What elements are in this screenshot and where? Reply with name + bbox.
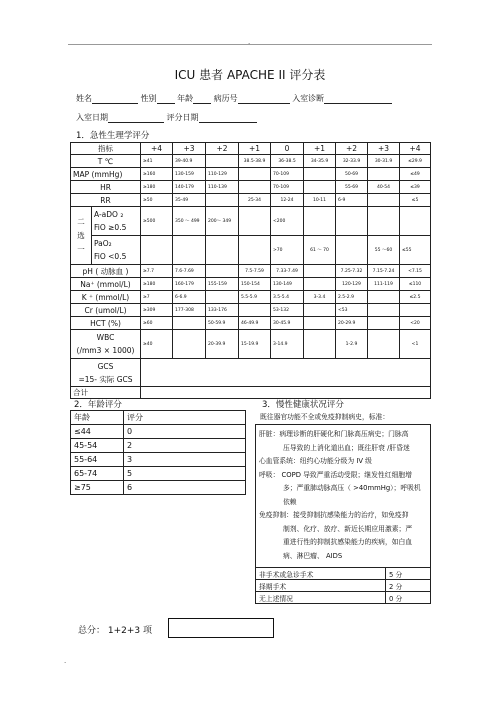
table-row <box>71 481 246 495</box>
cell: 110-129 <box>206 168 239 181</box>
section-2-title: 2．年龄评分 <box>74 400 122 410</box>
age-range: 65-74 <box>71 467 124 481</box>
cell <box>368 330 400 359</box>
cell: 10-11 <box>304 194 336 207</box>
choose-one-label <box>71 207 92 265</box>
cell <box>304 278 336 291</box>
cell: 6-9 <box>336 194 368 207</box>
cell: 7.6-7.69 <box>173 265 206 278</box>
age-points: 6 <box>124 481 246 495</box>
section-3-title: 3．慢性健康状况评分 <box>262 400 344 410</box>
table-row <box>256 592 431 604</box>
aado2-label-line: A-aDO ₂ <box>94 210 124 219</box>
col-header: +4 <box>141 143 173 155</box>
patient-info-line <box>76 93 392 104</box>
header-row <box>71 143 431 155</box>
cell: 120-129 <box>336 278 368 291</box>
cell: ≤49 <box>400 168 431 181</box>
age-range: 55-64 <box>71 453 124 467</box>
wbc-label <box>71 330 141 359</box>
cell: ≥7 <box>141 291 173 304</box>
cell: 55 ～60 <box>368 236 400 265</box>
acute-physiology-table <box>70 142 431 399</box>
cell: 35-49 <box>173 194 206 207</box>
cell <box>206 236 239 265</box>
age-field[interactable] <box>193 94 211 104</box>
cell: ≥180 <box>141 278 173 291</box>
cell: 7.5-7.59 <box>239 265 271 278</box>
row-cr <box>71 304 431 317</box>
row-label: K ⁺ (mmol/L) <box>71 291 141 304</box>
age-label: 年龄 <box>177 94 194 103</box>
cell: 70-109 <box>271 168 304 181</box>
cell: 50-69 <box>336 168 368 181</box>
sex-field[interactable] <box>157 94 175 104</box>
cell <box>368 168 400 181</box>
cell: 46-49.9 <box>239 317 271 330</box>
cell: <1 <box>400 330 431 359</box>
cell: ≤110 <box>400 278 431 291</box>
diagnosis-field[interactable] <box>324 94 392 104</box>
top-dot: . <box>248 38 251 46</box>
cell: ≥180 <box>141 181 173 194</box>
gcs-label-line: GCS <box>97 361 114 371</box>
row-ph <box>71 265 431 278</box>
row-label: Cr (umol/L) <box>71 304 141 317</box>
cell: 160-179 <box>173 278 206 291</box>
cell: 15-19.9 <box>239 330 271 359</box>
admit-date-label: 入室日期 <box>76 113 108 122</box>
cell <box>173 236 206 265</box>
cell: 133-176 <box>206 304 239 317</box>
cell: 7.25-7.32 <box>336 265 368 278</box>
aado2-label-line: FiO ≥0.5 <box>94 223 127 232</box>
row-k <box>71 291 431 304</box>
surgery-points: 2 分 <box>386 580 431 592</box>
diagnosis-label: 入室诊断 <box>292 94 325 103</box>
cell: 177-308 <box>173 304 206 317</box>
col-header: +2 <box>206 143 239 155</box>
total-score-cell[interactable] <box>141 387 431 399</box>
name-label: 姓名 <box>76 94 92 103</box>
cell: 20-29.9 <box>336 317 368 330</box>
criteria-line: 多；严重肺动脉高压（ >40mmHg）；呼吸机 <box>283 484 421 492</box>
criteria-line: 制剂、化疗、放疗、新近长期应用激素；严 <box>283 524 413 533</box>
cell: 150-154 <box>239 278 271 291</box>
cell <box>206 194 239 207</box>
row-label: HR <box>71 181 141 194</box>
cell: 7.33-7.49 <box>271 265 304 278</box>
cell: ≥41 <box>141 155 173 168</box>
cell: <20 <box>400 317 431 330</box>
cell: 6-6.9 <box>173 291 206 304</box>
footer-dot: . <box>64 657 67 665</box>
cell: 350 ～ 499 <box>173 207 206 236</box>
cell: <7.15 <box>400 265 431 278</box>
wbc-label-line: WBC <box>96 333 115 342</box>
cell <box>173 330 206 359</box>
cell: ≥40 <box>141 330 173 359</box>
cell: 55-69 <box>336 181 368 194</box>
cell <box>368 304 400 317</box>
pao2-label <box>92 236 141 265</box>
cell: 40-54 <box>368 181 400 194</box>
admit-date-field[interactable] <box>108 113 164 123</box>
table-row <box>256 580 431 592</box>
criteria-line: 呼吸： COPD 导致严重活动受限；继发性红细胞增 <box>259 470 412 479</box>
row-label: T ℃ <box>71 155 141 168</box>
age-range: ≤44 <box>71 425 124 439</box>
cell: ≤2.5 <box>400 291 431 304</box>
wbc-label-line: (/mm3 × 1000) <box>76 346 135 355</box>
row-temperature <box>71 155 431 168</box>
cell: 110-139 <box>206 181 239 194</box>
cell: 3.5-5.4 <box>271 291 304 304</box>
criteria-line: 免疫抑制：接受抑制抗感染能力的治疗，如免疫抑 <box>259 511 409 519</box>
cell: 130-159 <box>173 168 206 181</box>
cell <box>304 330 336 359</box>
cell: 34-35.9 <box>304 155 336 168</box>
row-gcs <box>71 359 431 387</box>
cell: ≤5 <box>400 194 431 207</box>
cell: >70 <box>271 236 304 265</box>
cell <box>206 265 239 278</box>
age-col-header: 年龄 <box>71 411 124 425</box>
choose-one-char: 选 <box>77 230 85 240</box>
row-aado2 <box>71 207 431 236</box>
record-field[interactable] <box>238 94 290 104</box>
cell: 7.15-7.24 <box>368 265 400 278</box>
cell <box>141 236 173 265</box>
row-total <box>71 387 431 399</box>
chronic-health-table <box>255 424 431 604</box>
choose-one-char: 二 <box>77 216 85 226</box>
cell <box>400 207 431 236</box>
cell <box>368 194 400 207</box>
sex-label: 性别 <box>140 94 157 103</box>
col-header: 0 <box>271 143 304 155</box>
cell <box>368 207 400 236</box>
criteria-line: 肝脏：病理诊断的肝硬化和门脉高压病史；门脉高 <box>259 430 409 438</box>
cell <box>239 168 271 181</box>
criteria-text <box>256 425 431 568</box>
age-points: 3 <box>124 453 246 467</box>
cell: 53-132 <box>271 304 304 317</box>
page-title: ICU 患者 APACHE II 评分表 <box>174 68 326 82</box>
gcs-score-cell[interactable] <box>141 359 431 387</box>
cell <box>239 236 271 265</box>
cell <box>304 181 336 194</box>
cell <box>368 291 400 304</box>
cell <box>304 317 336 330</box>
section-1-title: 1．急性生理学评分 <box>76 131 150 141</box>
cell: 50-59.9 <box>206 317 239 330</box>
cell: ≥50 <box>141 194 173 207</box>
col-header: +3 <box>368 143 400 155</box>
cell: 20-39.9 <box>206 330 239 359</box>
cell: ≤29.9 <box>400 155 431 168</box>
cell: <200 <box>271 207 304 236</box>
cell: ≥500 <box>141 207 173 236</box>
cell: 3-14.9 <box>271 330 304 359</box>
age-score-table <box>70 410 246 495</box>
cell: 5.5-5.9 <box>239 291 271 304</box>
name-field[interactable] <box>92 94 138 104</box>
row-hct <box>71 317 431 330</box>
cell: 39-40.9 <box>173 155 206 168</box>
cell: 32-33.9 <box>336 155 368 168</box>
pao2-label-line: PaO₂ <box>94 239 112 248</box>
cell <box>206 291 239 304</box>
cell: ≥60 <box>141 317 173 330</box>
cell: ≥160 <box>141 168 173 181</box>
col-header: +3 <box>173 143 206 155</box>
cell: 111-119 <box>368 278 400 291</box>
row-label: HCT (%) <box>71 317 141 330</box>
age-points: 2 <box>124 439 246 453</box>
cell <box>336 207 368 236</box>
total-score-label: 总分： 1+2+3 项 <box>78 626 152 636</box>
cell: 140-179 <box>173 181 206 194</box>
cell: ≥309 <box>141 304 173 317</box>
cell <box>173 317 206 330</box>
row-wbc <box>71 330 431 359</box>
pao2-label-line: FiO <0.5 <box>94 252 127 261</box>
cell: 30-31.9 <box>368 155 400 168</box>
row-pao2 <box>71 236 431 265</box>
criteria-row <box>256 425 431 568</box>
cell: 12-24 <box>271 194 304 207</box>
cell <box>239 207 271 236</box>
cell: <53 <box>336 304 368 317</box>
cell <box>368 317 400 330</box>
total-score-box[interactable] <box>168 618 274 638</box>
age-range: ≥75 <box>71 481 124 495</box>
cell: 130-149 <box>271 278 304 291</box>
table-row <box>71 453 246 467</box>
table-row <box>71 439 246 453</box>
row-label: Na⁺ (mmol/L) <box>71 278 141 291</box>
choose-one-char: 一 <box>77 244 85 254</box>
cell <box>336 236 368 265</box>
criteria-line: 病、淋巴瘤、 AIDS <box>283 551 343 560</box>
gcs-label-line: =15- 实际 GCS <box>78 374 133 384</box>
surgery-type: 无上述情况 <box>256 592 386 604</box>
row-hr <box>71 181 431 194</box>
col-header: +2 <box>336 143 368 155</box>
cell: 1-2.9 <box>336 330 368 359</box>
col-header: +1 <box>304 143 336 155</box>
cell <box>304 207 336 236</box>
score-date-field[interactable] <box>199 113 257 123</box>
surgery-points: 0 分 <box>386 592 431 604</box>
age-points: 0 <box>124 425 246 439</box>
row-label: pH ( 动脉血 ) <box>71 265 141 278</box>
row-map <box>71 168 431 181</box>
age-range: 45-54 <box>71 439 124 453</box>
cell: 3-3.4 <box>304 291 336 304</box>
criteria-line: 重进行性的抑制抗感染能力的疾病，如白血 <box>283 538 413 546</box>
cell: 70-109 <box>271 181 304 194</box>
col-header: +4 <box>400 143 431 155</box>
cell <box>400 304 431 317</box>
cell <box>239 181 271 194</box>
cell: 30-45.9 <box>271 317 304 330</box>
surgery-type: 择期手术 <box>256 580 386 592</box>
age-points: 5 <box>124 467 246 481</box>
cell <box>206 155 239 168</box>
row-rr <box>71 194 431 207</box>
record-label: 病历号 <box>213 94 238 103</box>
cell: 61 ～ 70 <box>304 236 336 265</box>
col-header: 指标 <box>71 143 141 155</box>
table-row <box>71 425 246 439</box>
cell <box>304 168 336 181</box>
table-row <box>256 568 431 580</box>
score-col-header: 评分 <box>124 411 246 425</box>
cell: 2.5-2.9 <box>336 291 368 304</box>
cell: 36-38.5 <box>271 155 304 168</box>
cell: 25-34 <box>239 194 271 207</box>
cell: ≥7.7 <box>141 265 173 278</box>
total-label: 合计 <box>71 387 141 399</box>
cell <box>304 265 336 278</box>
cell: ≤39 <box>400 181 431 194</box>
cell <box>239 304 271 317</box>
aado2-label <box>92 207 141 236</box>
col-header: +1 <box>239 143 271 155</box>
criteria-line: 依赖 <box>283 497 297 506</box>
cell: 38.5-38.9 <box>239 155 271 168</box>
surgery-type: 非手术或急诊手术 <box>256 568 386 580</box>
age-header-row <box>71 411 246 425</box>
criteria-line: 压导致的上消化道出血；既往肝衰 /肝昏迷 <box>283 443 410 452</box>
cell: ≤55 <box>400 236 431 265</box>
gcs-label <box>71 359 141 387</box>
row-label: RR <box>71 194 141 207</box>
cell: 155-159 <box>206 278 239 291</box>
criteria-line: 心血管系统：纽约心功能分级为 IV 级 <box>259 457 372 465</box>
table-row <box>71 467 246 481</box>
cell <box>304 304 336 317</box>
date-line <box>76 112 257 123</box>
row-na <box>71 278 431 291</box>
score-date-label: 评分日期 <box>166 113 199 122</box>
row-label: MAP (mmHg) <box>71 168 141 181</box>
section-3-intro: 既往器官功能不全或免疫抑制病史，标准： <box>260 413 390 421</box>
surgery-points: 5 分 <box>386 568 431 580</box>
cell: 200～ 349 <box>206 207 239 236</box>
